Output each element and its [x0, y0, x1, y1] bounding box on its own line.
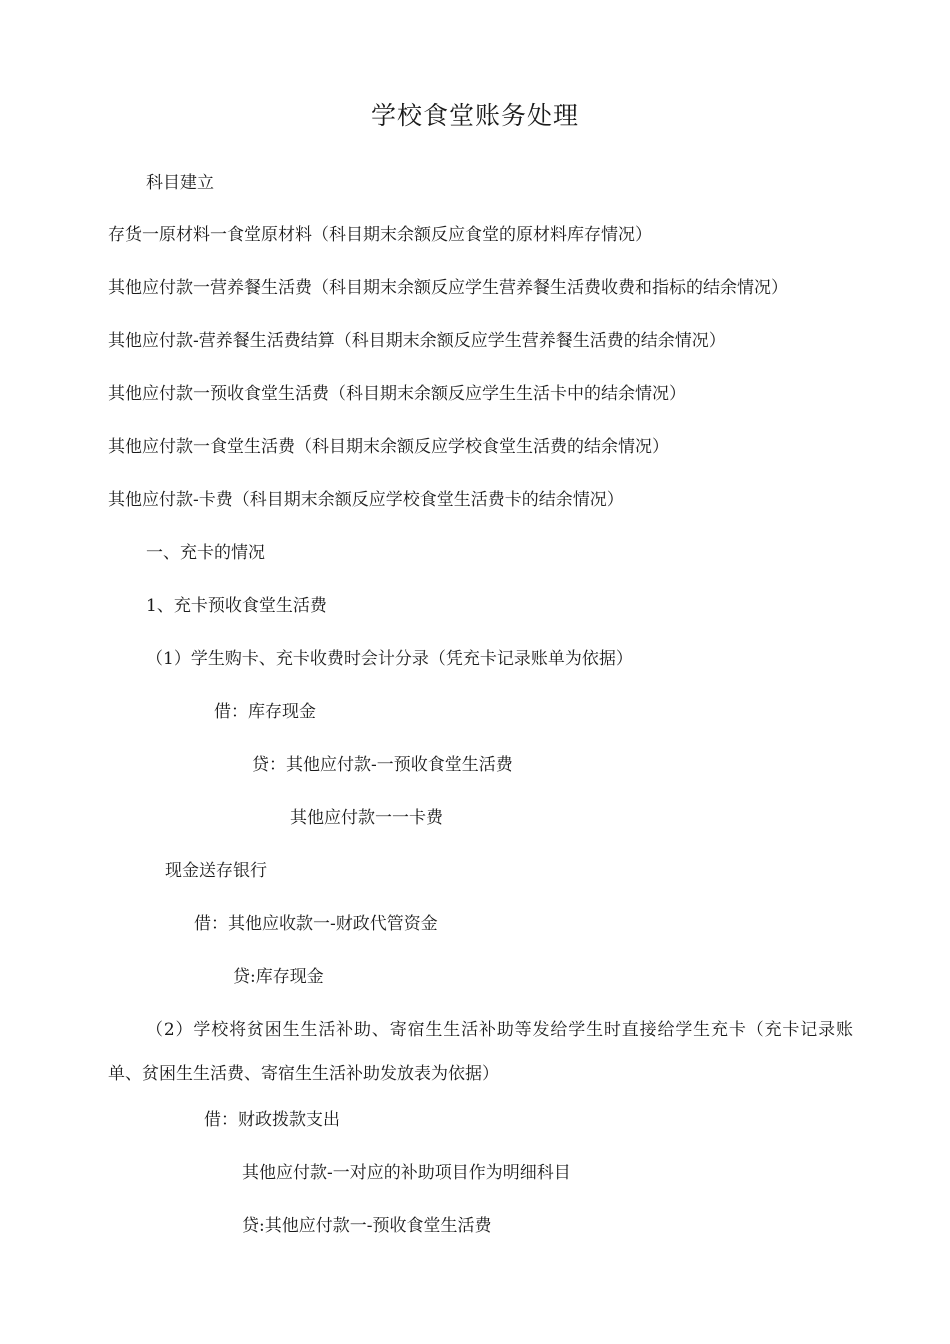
text-line-cash-deposit: 现金送存银行 [165, 861, 267, 881]
entry-debit-subsidy-payable: 其他应付款-一对应的补助项目作为明细科目 [242, 1163, 571, 1183]
text-line-inventory-materials: 存货一原材料一食堂原材料（科目期末余额反应食堂的原材料库存情况） [108, 225, 652, 245]
subsection-heading-prepaid: 1、充卡预收食堂生活费 [146, 596, 327, 616]
text-line-card-fee: 其他应付款-卡费（科目期末余额反应学校食堂生活费卡的结余情况） [108, 490, 624, 510]
text-line-nutrition-meal-fee: 其他应付款一营养餐生活费（科目期末余额反应学生营养餐生活费收费和指标的结余情况） [108, 278, 788, 298]
entry-credit-cash: 贷:库存现金 [233, 967, 324, 987]
entry-debit-fiscal-funds: 借：其他应收款一-财政代管资金 [194, 914, 438, 934]
document-title: 学校食堂账务处理 [370, 101, 579, 130]
entry-debit-cash: 借：库存现金 [214, 702, 316, 722]
entry-credit-card-fee: 其他应付款一一卡费 [290, 808, 443, 828]
section-heading-recharge: 一、充卡的情况 [146, 543, 265, 563]
entry-debit-fiscal-expenditure: 借：财政拨款支出 [204, 1110, 340, 1130]
text-line-subject-setup: 科目建立 [146, 173, 214, 193]
entry-credit-prepaid-fee: 贷：其他应付款-一预收食堂生活费 [252, 755, 513, 775]
text-line-prepaid-canteen-fee: 其他应付款一预收食堂生活费（科目期末余额反应学生生活卡中的结余情况） [108, 384, 686, 404]
text-line-canteen-fee: 其他应付款一食堂生活费（科目期末余额反应学校食堂生活费的结余情况） [108, 437, 669, 457]
text-line-nutrition-meal-settlement: 其他应付款-营养餐生活费结算（科目期末余额反应学生营养餐生活费的结余情况） [108, 331, 726, 351]
entry-credit-prepaid-canteen: 贷:其他应付款一-预收食堂生活费 [242, 1216, 492, 1236]
item-heading-subsidy-recharge: （2）学校将贫困生生活补助、寄宿生生活补助等发给学生时直接给学生充卡（充卡记录账单、贫困生生活费、寄宿生生活补助发放表为依据） [108, 1020, 853, 1084]
item-heading-card-purchase: （1）学生购卡、充卡收费时会计分录（凭充卡记录账单为依据） [146, 649, 633, 669]
